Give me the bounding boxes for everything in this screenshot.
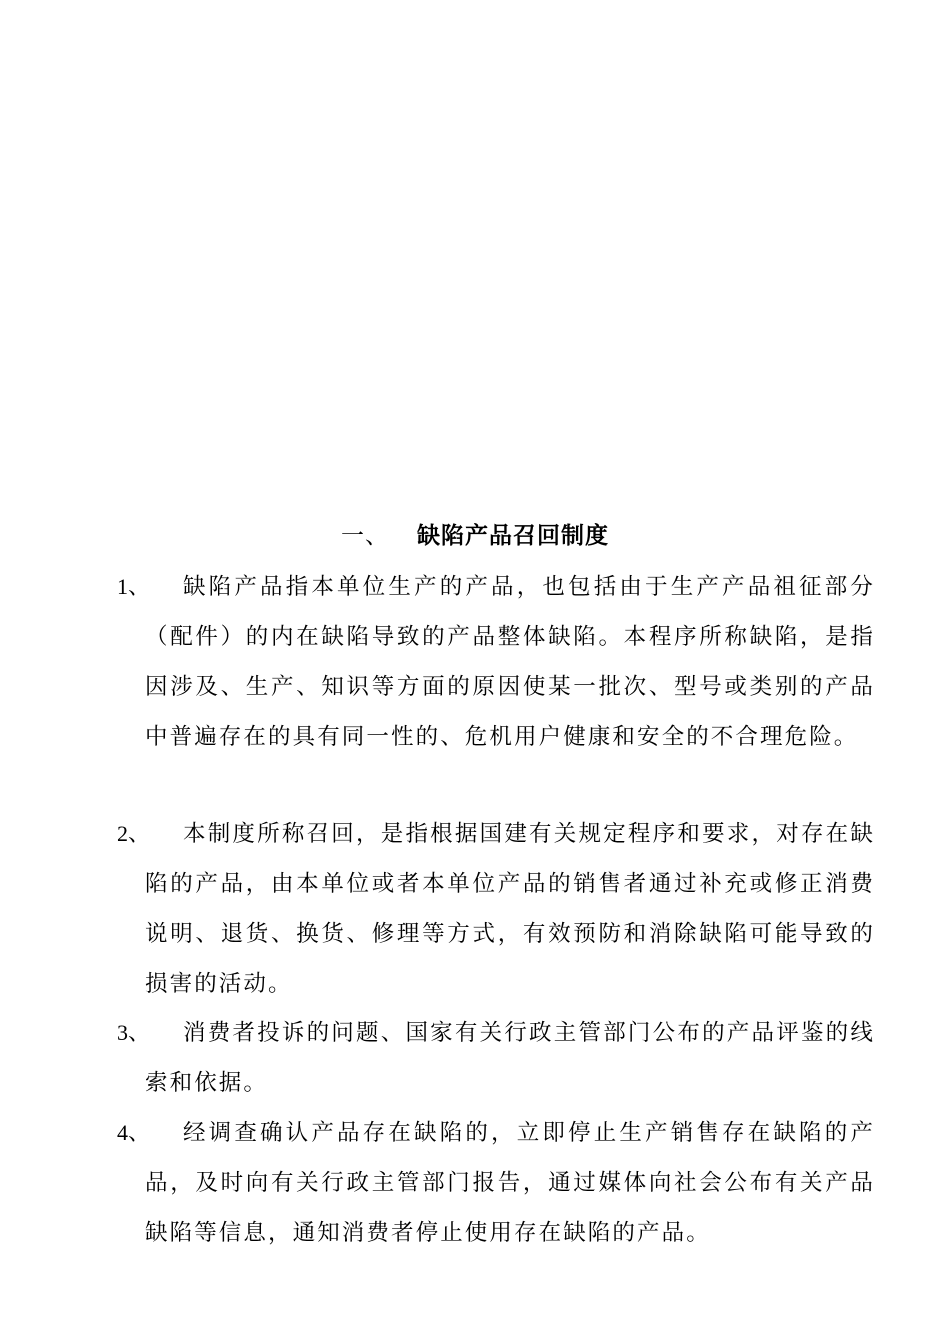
list-item-text: 消费者投诉的问题、国家有关行政主管部门公布的产品评鉴的线索和依据。 <box>145 1020 875 1096</box>
list-item-text: 本制度所称召回，是指根据国建有关规定程序和要求，对存在缺陷的产品，由本单位或者本单位产品的销售者通过补充或修正消费说明、退货、换货、修理等方式，有效预防和消除缺陷可能导致的损害的活动。 <box>145 821 875 997</box>
list-item-number: 4、 <box>117 1120 151 1145</box>
section-title: 缺陷产品召回制度 <box>417 522 609 549</box>
list-item-number: 2、 <box>117 821 151 846</box>
list-item-number: 3、 <box>117 1020 151 1045</box>
section-number: 一、 <box>341 523 389 549</box>
list-item-text: 经调查确认产品存在缺陷的，立即停止生产销售存在缺陷的产品，及时向有关行政主管部门报告，通过媒体向社会公布有关产品缺陷等信息，通知消费者停止使用存在缺陷的产品。 <box>145 1120 875 1246</box>
section-heading <box>0 519 950 553</box>
list-item-number: 1、 <box>117 574 151 599</box>
list-item-text: 缺陷产品指本单位生产的产品，也包括由于生产产品祖征部分（配件）的内在缺陷导致的产品整体缺陷。本程序所称缺陷，是指因涉及、生产、知识等方面的原因使某一批次、型号或类别的产品中普遍存在的具有同一性的、危机用户健康和安全的不合理危险。 <box>145 574 875 750</box>
